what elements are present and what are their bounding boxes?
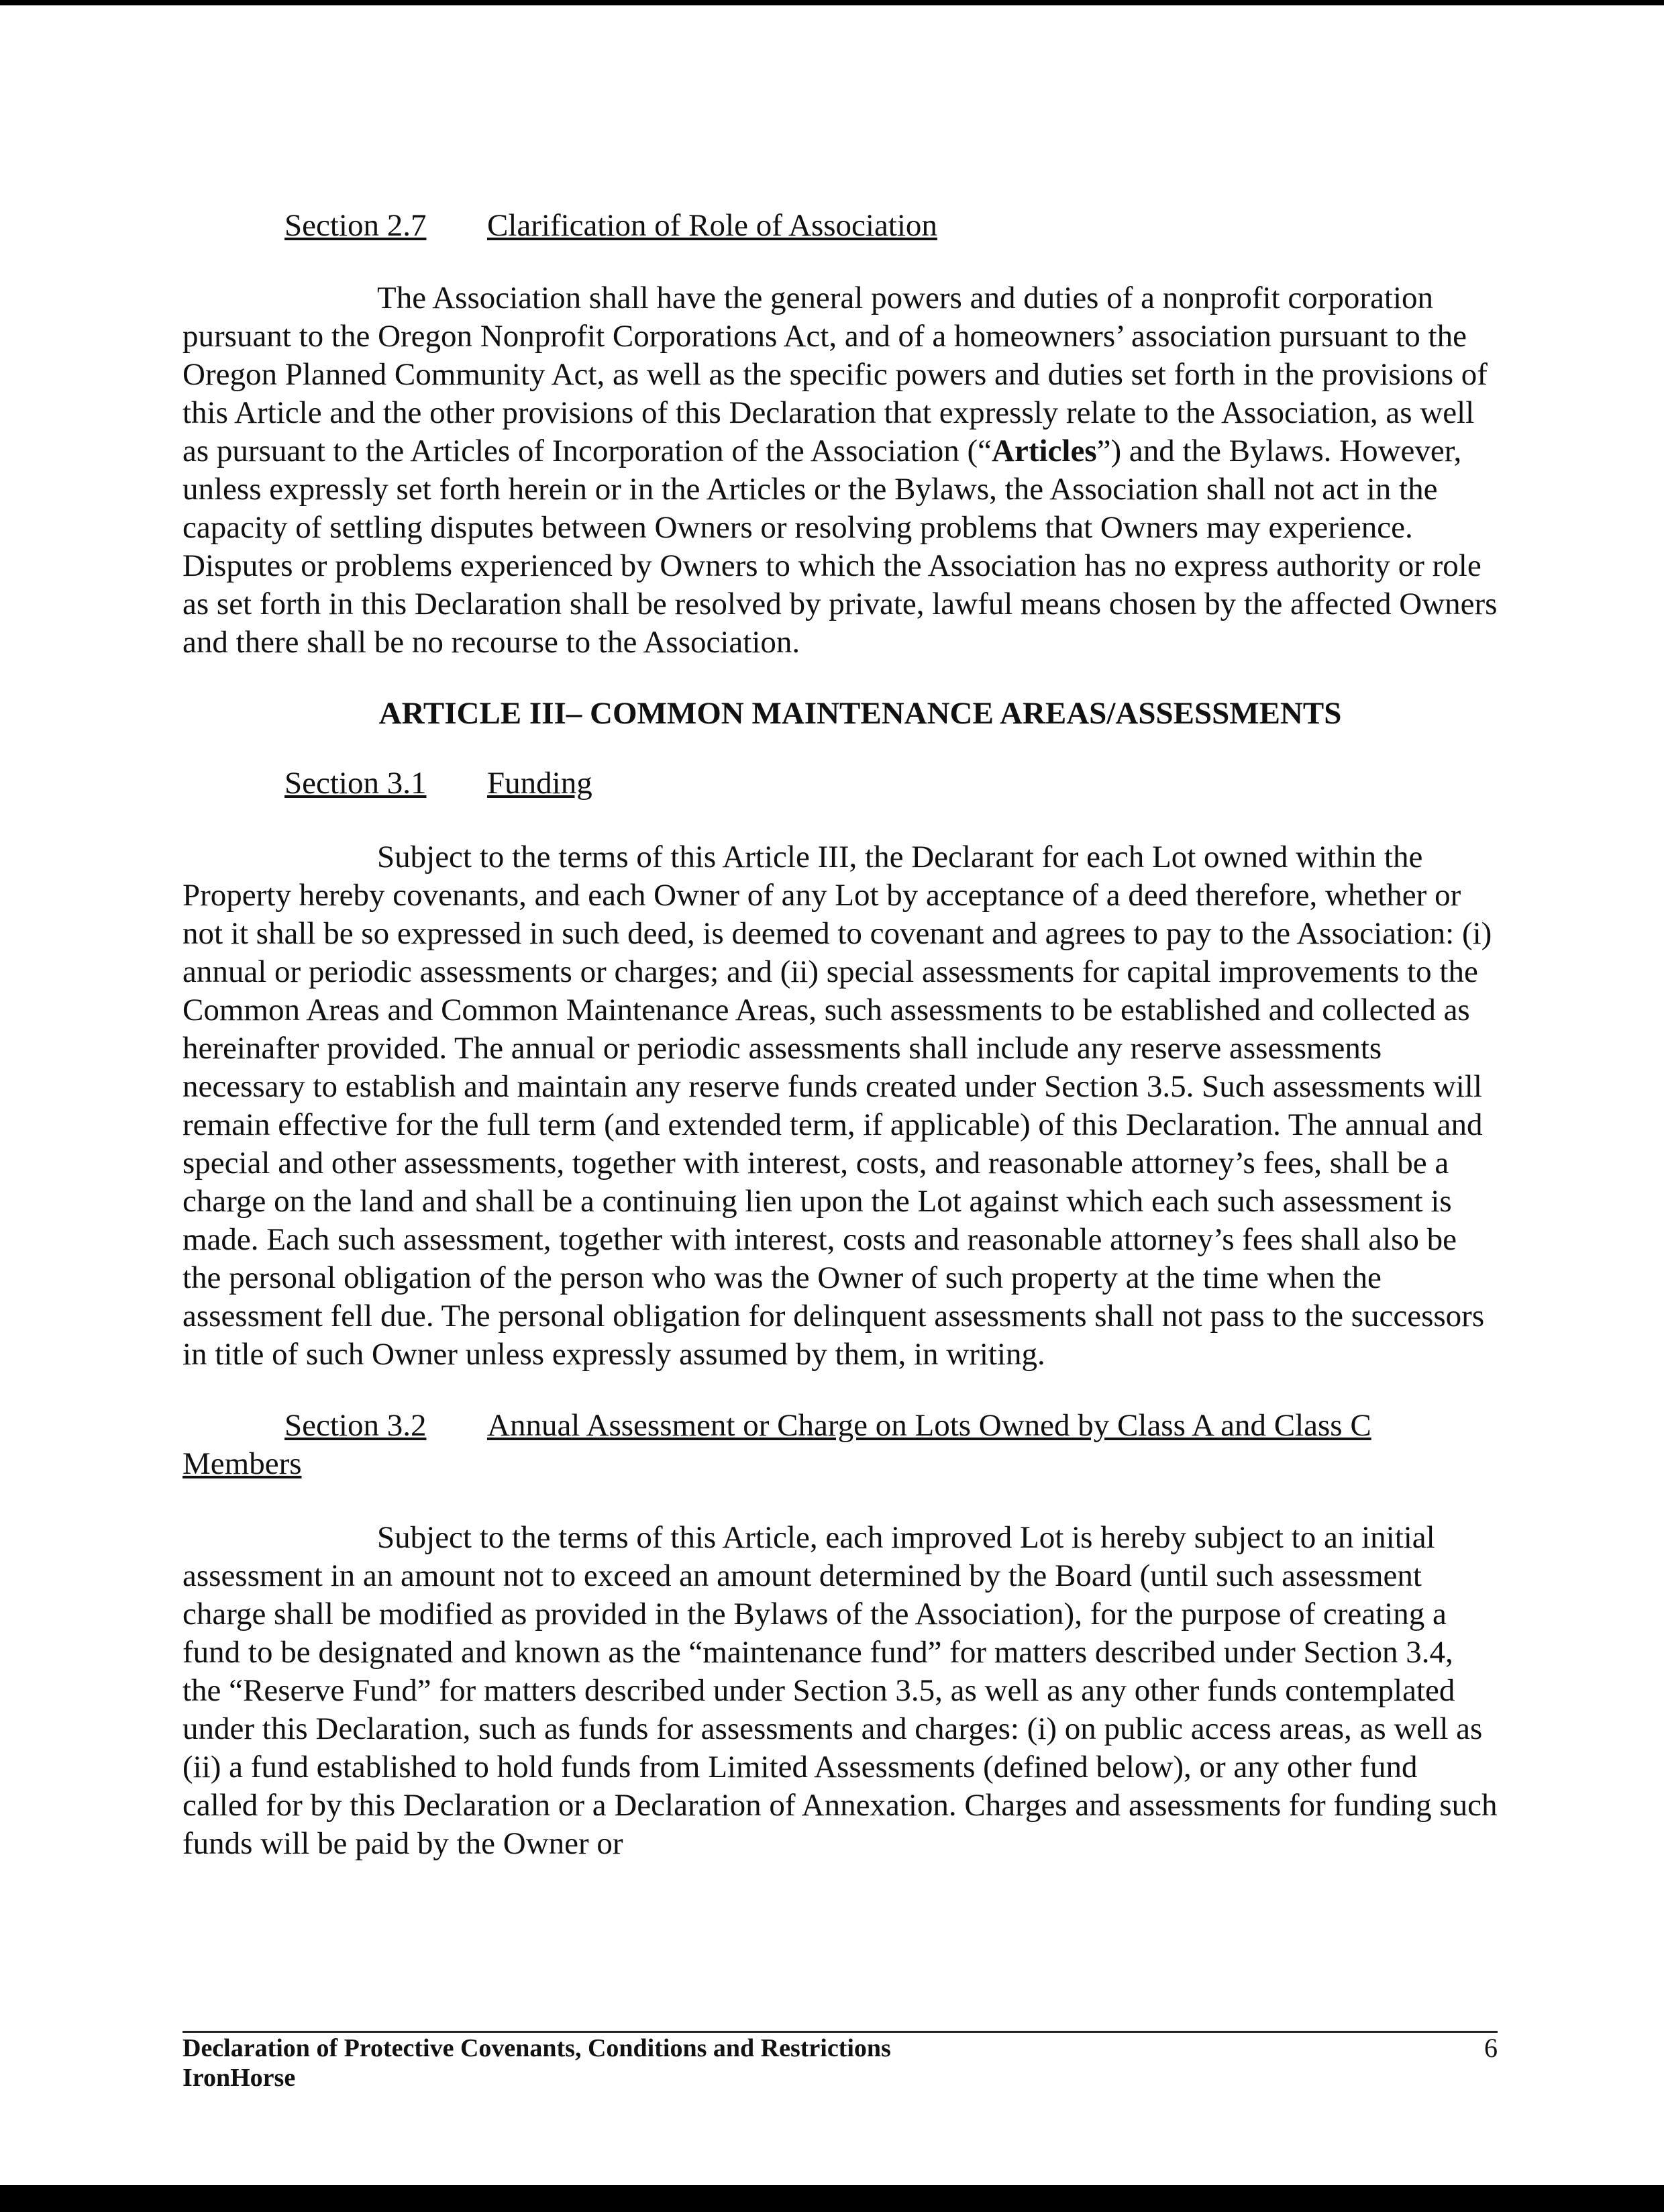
section-2-7-text: The Association shall have the general powers and duties of a nonprofit corporation pursuant to the Oregon Nonprofit Corporations Act, and of a homeowners’ association pursuant to the Oregon Planned Community Act, as well as the specific powers and duties set forth in the provisions of this Article and the other provisions of this Declaration that expressly relate to the Association, as well as pursuant to the Articles of Incorporation of the Association (“: [183, 281, 1488, 468]
document-body: [183, 207, 1498, 1863]
section-3-1-title: Funding: [487, 766, 592, 801]
footer-project-name: IronHorse: [183, 2064, 296, 2092]
section-2-7-text-rest: ”) and the Bylaws. However, unless expressly set forth herein or in the Articles or the Bylaws, the Association shall not act in the capacity of settling disputes between Owners or resolving problems that Owners may experience. Disputes or problems experienced by Owners to which the Association has no express authority or role as set forth in this Declaration shall be resolved by private, lawful means chosen by the affected Owners and there shall be no recourse to the Association.: [183, 434, 1498, 660]
defined-term-articles: Articles: [992, 434, 1097, 468]
section-3-2-number: Section 3.2: [284, 1408, 427, 1443]
section-3-2-title: Annual Assessment or Charge on Lots Owned by Class A and Class C Members: [183, 1408, 1371, 1481]
section-3-2-paragraph: Subject to the terms of this Article, each improved Lot is hereby subject to an initial assessment in an amount not to exceed an amount determined by the Board (until such assessment charge shall be modified as provided in the Bylaws of the Association), for the purpose of creating a fund to be designated and known as the “maintenance fund” for matters described under Section 3.4, the “Reserve Fund” for matters described under Section 3.5, as well as any other funds contemplated under this Declaration, such as funds for assessments and charges: (i) on public access areas, as well as (ii) a fund established to hold funds from Limited Assessments (defined below), or any other fund called for by this Declaration or a Declaration of Annexation. Charges and assessments for funding such funds will be paid by the Owner or: [183, 1520, 1498, 1861]
section-2-7-number: Section 2.7: [284, 208, 427, 243]
section-3-1-number: Section 3.1: [284, 766, 427, 801]
section-2-7-title: Clarification of Role of Association: [487, 208, 937, 243]
footer-document-title: Declaration of Protective Covenants, Conditions and Restrictions: [183, 2034, 891, 2062]
section-2-7-paragraph: [183, 279, 1498, 662]
section-2-7-heading: [183, 207, 1498, 245]
section-3-1-heading: [183, 764, 1498, 803]
article-3-heading: ARTICLE III– COMMON MAINTENANCE AREAS/ASSESSMENTS: [378, 696, 1342, 731]
section-3-1-paragraph: Subject to the terms of this Article III, the Declarant for each Lot owned within the Property hereby covenants, and each Owner of any Lot by acceptance of a deed therefore, whether or not it shall be so expressed in such deed, is deemed to covenant and agrees to pay to the Association: (i) annual or periodic assessments or charges; and (ii) special assessments for capital improvements to the Common Areas and Common Maintenance Areas, such assessments to be established and collected as hereinafter provided. The annual or periodic assessments shall include any reserve assessments necessary to establish and maintain any reserve funds created under Section 3.5. Such assessments will remain effective for the full term (and extended term, if applicable) of this Declaration. The annual and special and other assessments, together with interest, costs, and reasonable attorney’s fees, shall be a charge on the land and shall be a continuing lien upon the Lot against which each such assessment is made. Each such assessment, together with interest, costs and reasonable attorney’s fees shall also be the personal obligation of the person who was the Owner of such property at the time when the assessment fell due. The personal obligation for delinquent assessments shall not pass to the successors in title of such Owner unless expressly assumed by them, in writing.: [183, 840, 1492, 1372]
page-number: 6: [1484, 2033, 1498, 2063]
page-footer: [183, 2033, 1498, 2093]
scan-top-border: [0, 0, 1664, 5]
section-3-2-heading: [183, 1407, 1498, 1483]
footer-divider: [183, 2031, 1498, 2033]
scan-bottom-border: [0, 2185, 1664, 2212]
